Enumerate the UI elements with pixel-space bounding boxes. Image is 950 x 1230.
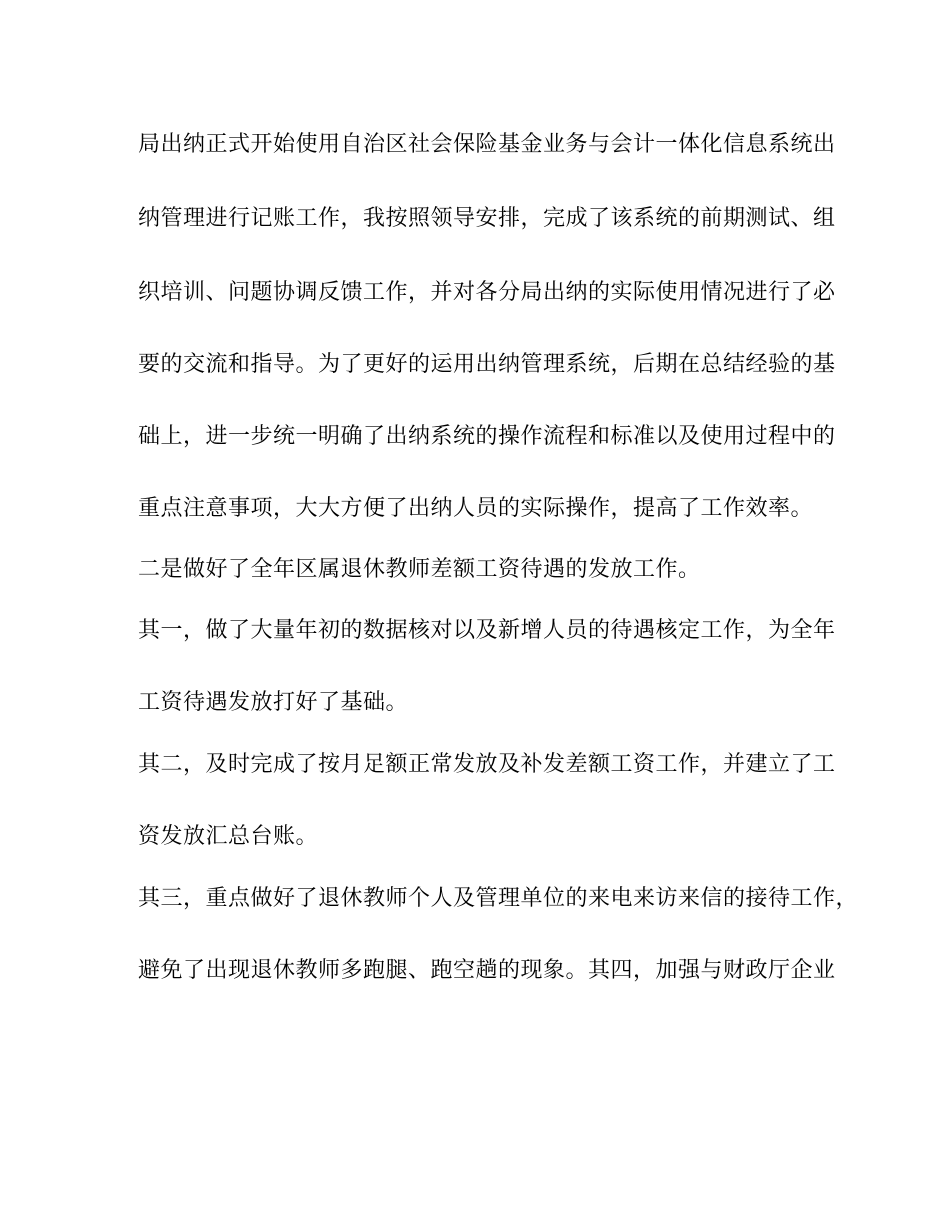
text-line: 织培训、问题协调反馈工作，并对各分局出纳的实际使用情况进行了必: [138, 280, 836, 305]
text-line: 资发放汇总台账。: [138, 824, 319, 849]
text-line: 重点注意事项，大大方便了出纳人员的实际操作，提高了工作效率。: [138, 496, 814, 521]
section-heading: 二是做好了全年区属退休教师差额工资待遇的发放工作。: [138, 557, 701, 582]
text-line: 纳管理进行记账工作，我按照领导安排，完成了该系统的前期测试、组: [138, 206, 836, 231]
text-line: 局出纳正式开始使用自治区社会保险基金业务与会计一体化信息系统出: [138, 132, 836, 157]
text-line: 础上，进一步统一明确了出纳系统的操作流程和标准以及使用过程中的: [138, 424, 836, 449]
text-line: 其三，重点做好了退休教师个人及管理单位的来电来访来信的接待工作，: [138, 886, 859, 911]
text-line: 避免了出现退休教师多跑腿、跑空趟的现象。其四，加强与财政厅企业: [138, 958, 836, 983]
text-line: 其二，及时完成了按月足额正常发放及补发差额工资工作，并建立了工: [138, 752, 836, 777]
text-line: 要的交流和指导。为了更好的运用出纳管理系统，后期在总结经验的基: [138, 352, 836, 377]
text-line: 其一，做了大量年初的数据核对以及新增人员的待遇核定工作，为全年: [138, 618, 836, 643]
text-line: 工资待遇发放打好了基础。: [138, 690, 409, 715]
